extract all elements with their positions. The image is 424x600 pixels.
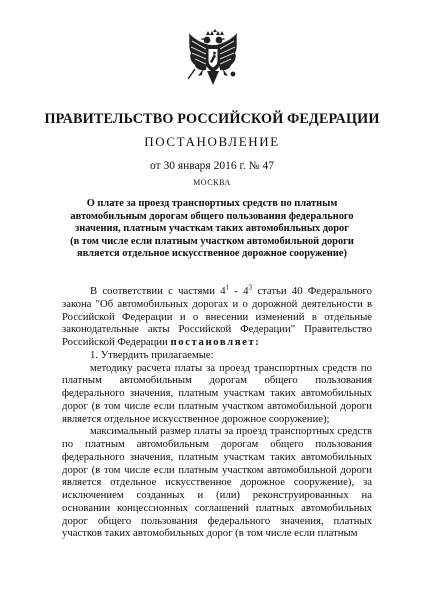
decree-date-number: от 30 января 2016 г. № 47 — [149, 160, 274, 172]
superscript: 3 — [248, 283, 253, 292]
title-line: значения, платным участкам таких автомобильных дорог — [75, 223, 349, 235]
title-line: (в том числе если платным участком автомобильной дороги — [70, 235, 354, 247]
coat-of-arms-icon — [186, 29, 240, 89]
preamble-paragraph — [62, 285, 372, 349]
item-1: 1. Утвердить прилагаемые: — [90, 348, 214, 361]
city-name: МОСКВА — [193, 178, 231, 187]
preamble-text: В соответствии с частями 4 — [90, 285, 226, 297]
paragraph-max-fee: максимальный размер платы за проезд транспортных средств по платным автомобильным дорогам общего пользования федерального значения, платным участкам таких автомобильных дорог (в том числе если платным участком автомобильной дороги является отдельное искусственное дорожное сооружение), за исключением созданных и (или) реконструированных на основании концессионных соглашений платных автомобильных дорог общего пользования федерального значения, платных участков таких автомобильных дорог (в том числе если платным — [62, 425, 372, 540]
resolves-word: постановляет: — [170, 336, 261, 348]
title-line: является отдельное искусственное дорожное сооружение) — [77, 248, 347, 260]
document-type: ПОСТАНОВЛЕНИЕ — [144, 134, 280, 149]
decree-title — [54, 198, 370, 261]
superscript: 1 — [225, 283, 230, 292]
government-name: ПРАВИТЕЛЬСТВО РОССИЙСКОЙ ФЕДЕРАЦИИ — [44, 111, 380, 127]
preamble-text: статьи 40 Федерального закона "Об автомобильных дорогах и о дорожной деятельности в Российской Федерации и о внесении изменений в отдельные законодательные акты Российской Федерации" Правительство Российской Федерации — [62, 285, 372, 348]
preamble-text: - 4 — [229, 285, 249, 297]
title-line: автомобильным дорогам общего пользования федерального — [70, 210, 354, 222]
paragraph-methodology: методику расчета платы за проезд транспортных средств по платным автомобильным дорогам общего пользования федерального значения, платным участкам таких автомобильных дорог (в том числе если платным участком автомобильной дороги является отдельное искусственное дорожное сооружение); — [62, 361, 372, 425]
double-headed-eagle-emblem — [186, 29, 240, 89]
decree-body — [62, 285, 372, 540]
title-line: О плате за проезд транспортных средств по платным — [86, 198, 338, 209]
